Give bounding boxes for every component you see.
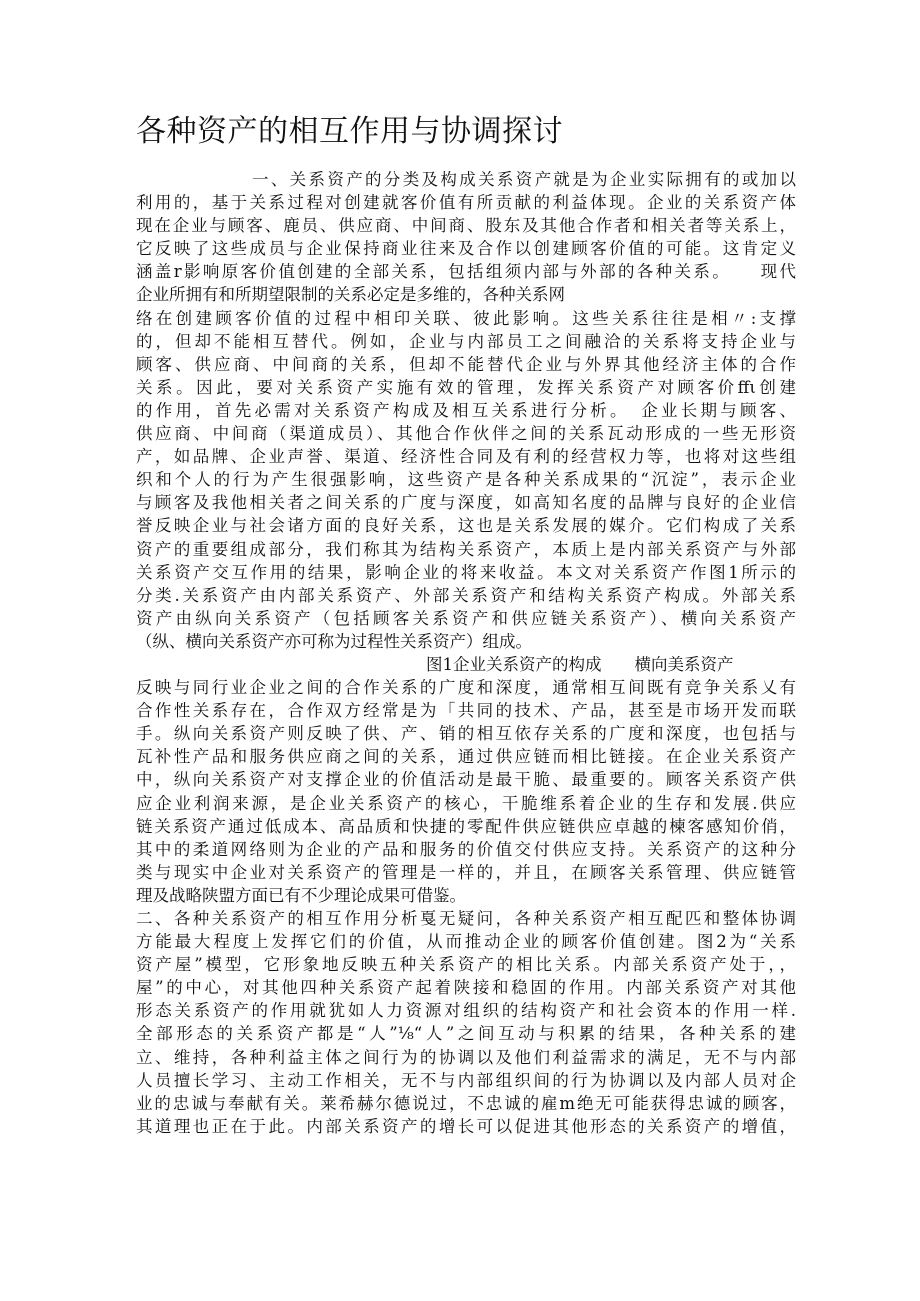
text-line: 顾客、供应商、中间商的关系，但却不能替代企业与外界其他经济主体的合作 [136,354,796,374]
text-line: （纵、横向关系资产亦可称为过程性关系资产）组成。 [136,631,532,651]
text-line: 产，如品牌、企业声誉、渠道、经济性合同及有利的经营权力等，也将对这些组 [136,447,796,467]
text-line: 它反映了这些成员与企业保持商业往来及合作以创建顾客价值的可能。这肯定义 [136,239,796,259]
text-line: 资产由纵向关系资产（包括顾客关系资产和供应链关系资产）、横向关系资产 [136,608,796,628]
text-line: 企业所拥有和所期望限制的关系必定是多维的，各种关系网 [136,285,565,305]
text-line: 屋”的中心，对其他四种关系资产起着陕接和稳固的作用。内部关系资产对其他 [136,978,796,998]
text-line: 涵盖r影响原客价值创建的全部关系，包括组须内部与外部的各种关系。 现代 [136,262,796,282]
text-line: 络在创建顾客价值的过程中相印关联、彼此影响。这些关系往往是相〃:支撑 [136,308,796,328]
text-line: 誉反映企业与社会诸方面的良好关系，这也是关系发展的媒介。它们构成了关系 [136,516,796,536]
text-line: 合作性关系存在，合作双方经常是为「共同的技术、产品，甚至是市场开发而联 [136,701,796,721]
text-line: 关系。因此，要对关系资产实施有效的管理，发挥关系资产对顾客价ffι创建 [136,377,796,397]
text-line: 的，但却不能相互替代。例如，企业与内部员工之间融洽的关系将支持企业与 [136,331,796,351]
text-line: 的作用，首先必需对关系资产构成及相互关系进行分析。 企业长期与顾客、 [136,400,796,420]
text-line: 瓦补性产品和服务供应商之间的关系，通过供应链而相比链接。在企业关系资产 [136,747,796,767]
text-line: 织和个人的行为产生很强影响，这些资产是各种关系成果的“沉淀”，表示企业 [136,470,796,490]
document-body [136,168,796,1138]
text-line: 反映与同行业企业之间的合作关系的广度和深度，通常相互间既有竞争关系乂有 [136,678,796,698]
text-line: 立、维持，各种利益主体之间行为的协调以及他们利益需求的满足，无不与内部 [136,1047,796,1067]
document-title: 各种资产的相互作用与协调探讨 [136,114,563,149]
text-line: 其中的柔道网络则为企业的产品和服务的价值交付供应支持。关系资产的这种分 [136,839,796,859]
text-line: 关系资产交互作用的结果，影响企业的将来收益。本文对关系资产作图1所示的 [136,562,796,582]
text-line: 现在企业与顾客、鹿员、供应商、中间商、股东及其他合作者和相关者等关系上， [136,216,796,236]
text-line: 资产屋”模型，它形象地反映五种关系资产的相比关系。内部关系资产处于，， [136,955,796,975]
text-line: 其道理也正在于此。内部关系资产的增长可以促进其他形态的关系资产的增值， [136,1116,796,1136]
text-line: 人员擅长学习、主动工作相关，无不与内部组织间的行为协调以及内部人员对企 [136,1070,796,1090]
text-line: 业的忠诚与奉献有关。莱希赫尔德说过，不忠诚的雇m绝无可能获得忠诚的顾客， [136,1093,796,1113]
text-line: 类与现实中企业对关系资产的管理是一样的，并且，在顾客关系管理、供应链管 [136,862,796,882]
text-line: 二、各种关系资产的相互作用分析戛无疑问，各种关系资产相互配匹和整体协调 [136,909,796,928]
text-line: 中，纵向关系资产对支撑企业的价值活动是最干脆、最重要的。顾客关系资产供 [136,770,796,790]
figure-caption: 图1企业关系资产的构成 横向美系资产 [426,654,734,674]
text-line: 一、关系资产的分类及构成关系资产就是为企业实际拥有的或加以 [252,170,796,189]
text-line: 分类.关系资产由内部关系资产、外部关系资产和结构关系资产构成。外部关系 [136,585,796,605]
text-line: 理及战略陕盟方面已有不少理论成果可借鉴。 [136,885,466,905]
text-line: 应企业利润来源，是企业关系资产的核心，干脆维系着企业的生存和发展.供应 [136,793,796,813]
text-line: 手。纵向关系资产则反映了供、产、销的相互依存关系的广度和深度，也包括与 [136,724,796,744]
text-line: 全部形态的关系资产都是“人”⅛“人”之间互动与积累的结果，各种关系的建 [136,1024,796,1044]
text-line: 资产的重要组成部分，我们称其为结构关系资产，本质上是内部关系资产与外部 [136,539,796,559]
text-line: 利用的，基于关系过程对创建就客价值有所贡献的利益体现。企业的关系资产体 [136,193,796,213]
text-line: 链关系资产通过低成本、高品质和快捷的零配件供应链供应卓越的楝客感知价俏， [136,816,796,836]
text-line: 供应商、中间商（渠道成员）、其他合作伙伴之间的关系瓦动形成的一些无形资 [136,424,796,444]
text-line: 方能最大程度上发挥它们的价值，从而推动企业的顾客价值创建。图2为“关系 [136,932,796,952]
text-line: 与顾客及我他相关者之间关系的广度与深度，如高知名度的品牌与良好的企业信 [136,493,796,513]
text-line: 形态关系资产的作用就犹如人力资源对组织的结构资产和社会资本的作用一样. [136,1001,796,1021]
